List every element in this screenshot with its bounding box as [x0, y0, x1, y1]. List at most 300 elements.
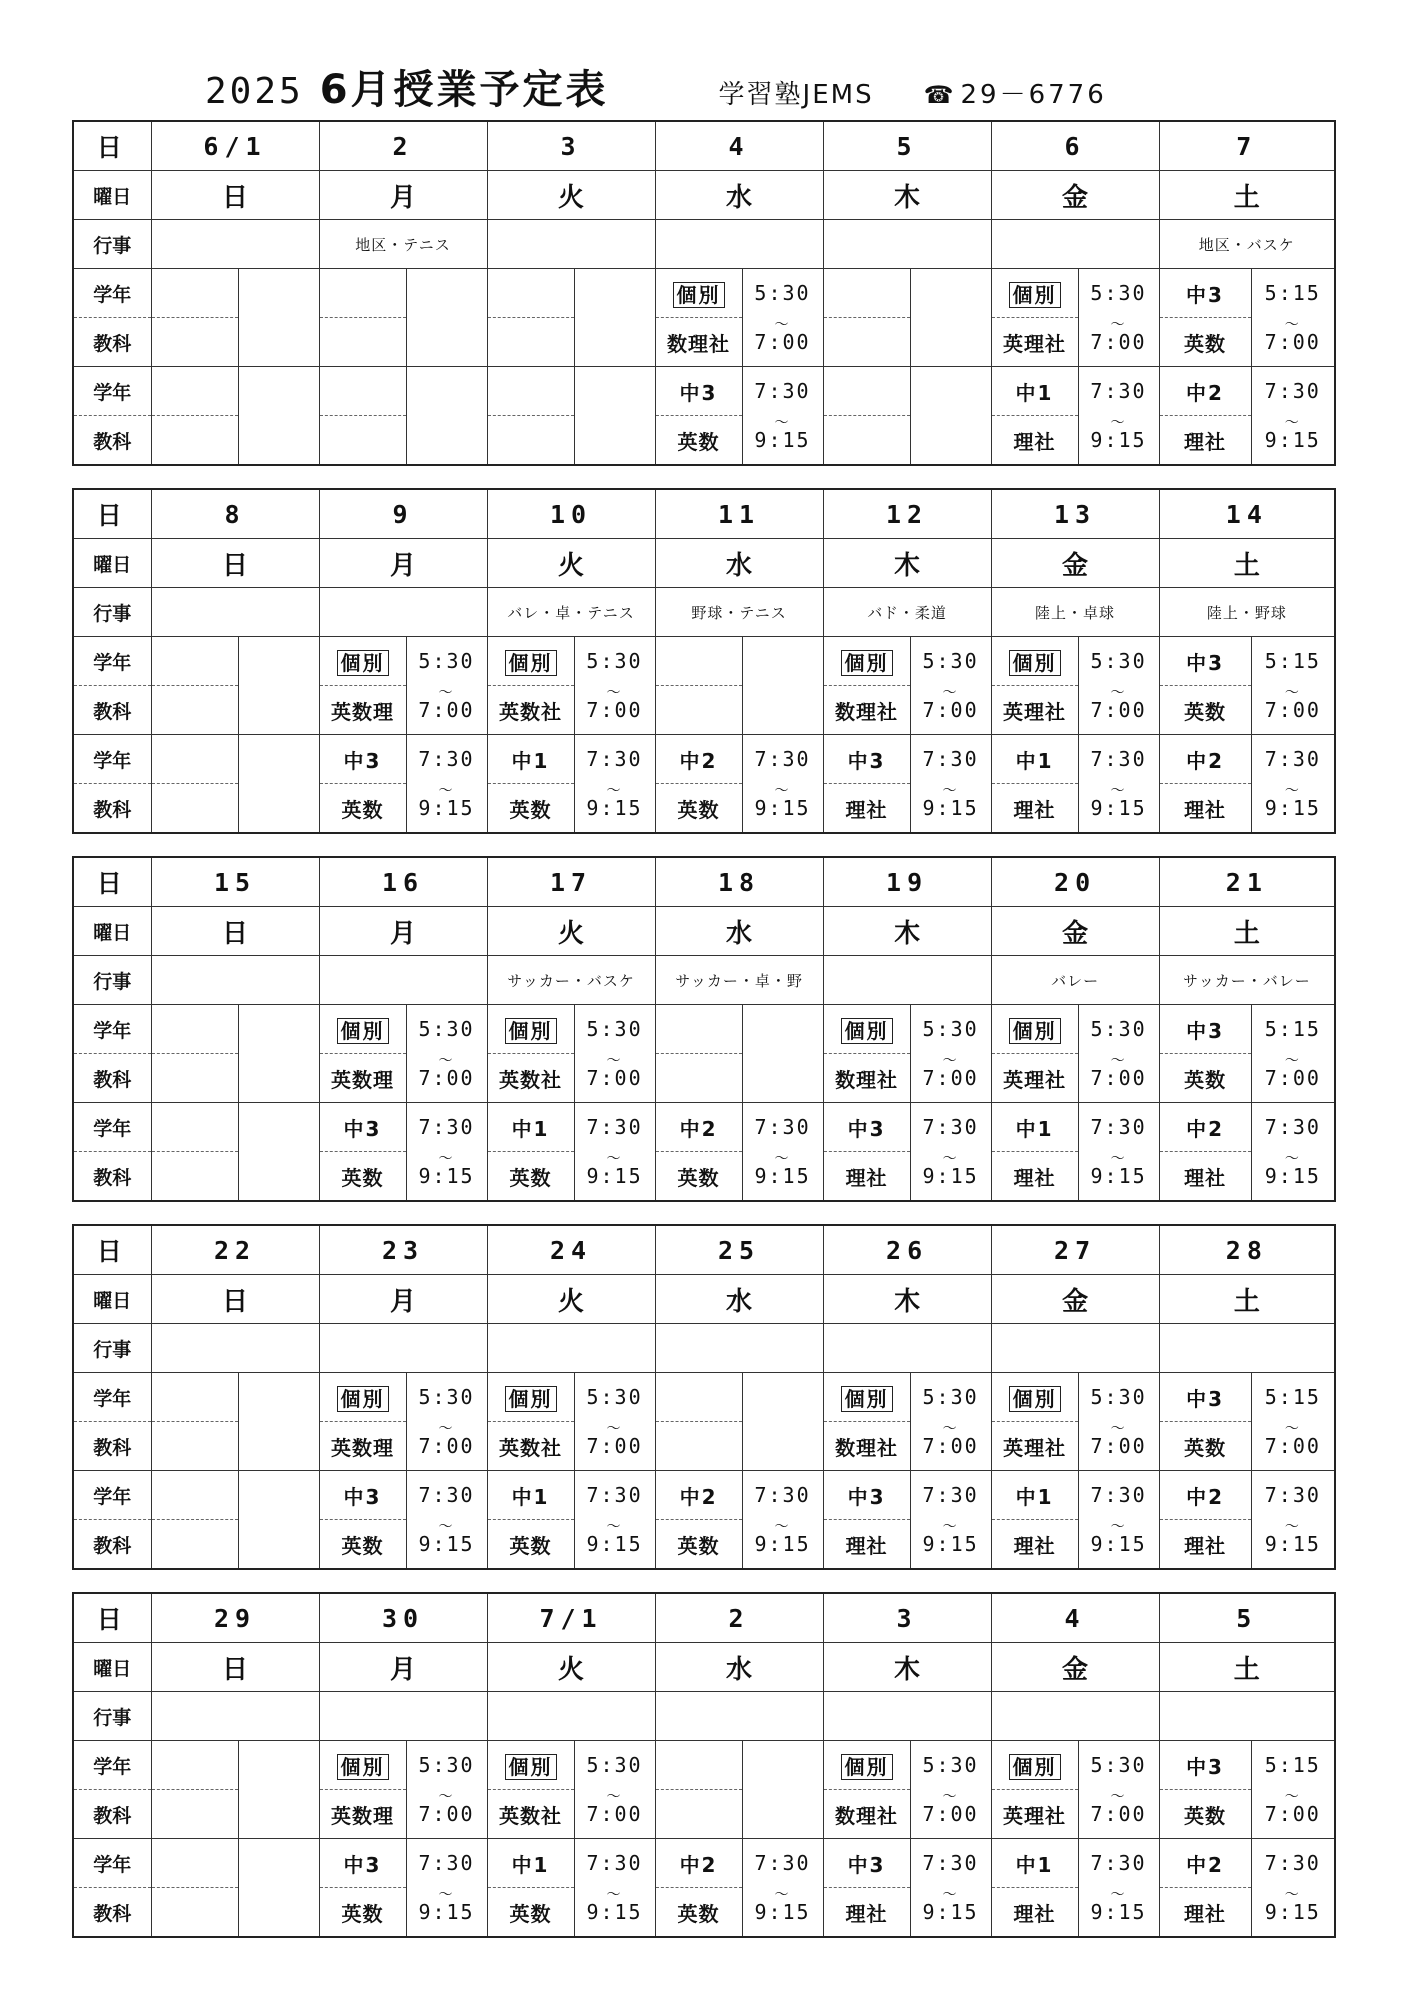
tilde-mark: ～ — [774, 317, 791, 334]
time-end: 9:15 — [742, 784, 823, 834]
time-end — [742, 1790, 823, 1839]
subject-cell: 英数 — [487, 1888, 574, 1938]
grade-cell — [151, 367, 238, 416]
time-end: 9:15 — [742, 416, 823, 466]
time-end: 7:00 — [1251, 686, 1335, 735]
time-end: 7:00 — [406, 1054, 487, 1103]
time-end: 7:00 — [1251, 1422, 1335, 1471]
time-start — [238, 637, 319, 686]
subject-label: 教科 — [73, 416, 151, 466]
tilde-mark: ～ — [606, 1151, 623, 1168]
subject-cell — [823, 416, 910, 466]
grade-cell — [151, 1373, 238, 1422]
tilde-mark: ～ — [1284, 1053, 1301, 1070]
grade-cell — [151, 1005, 238, 1054]
grade-cell — [487, 269, 574, 318]
subject-cell — [151, 1888, 238, 1938]
time-end: 9:15 — [1251, 1888, 1335, 1938]
grade-value: 中2 — [679, 1116, 718, 1141]
event-cell: バド・柔道 — [823, 588, 991, 637]
time-start — [238, 1373, 319, 1422]
time-start — [1078, 269, 1159, 334]
time-start — [574, 1471, 655, 1536]
weekday-cell: 土 — [1159, 1643, 1335, 1692]
tilde-mark: ～ — [1284, 783, 1301, 800]
weekday-cell: 金 — [991, 1643, 1159, 1692]
time-start — [910, 637, 991, 702]
time-start-value: 5:30 — [586, 1753, 643, 1778]
grade-value: 中3 — [847, 1484, 886, 1509]
date-cell: 4 — [655, 121, 823, 171]
weekday-row — [73, 907, 1335, 956]
tilde-mark: ～ — [438, 1421, 455, 1438]
grade-value: 個別 — [505, 1018, 557, 1044]
tilde-mark: ～ — [438, 1053, 455, 1070]
time-start-value: 7:30 — [586, 747, 643, 772]
subject-cell: 英数理 — [319, 1790, 406, 1839]
slot2-grade-row — [73, 1471, 1335, 1520]
time-start-value: 5:15 — [1264, 281, 1321, 306]
date-cell: 12 — [823, 489, 991, 539]
tilde-mark: ～ — [1110, 685, 1127, 702]
subject-cell — [151, 416, 238, 466]
time-start — [910, 1005, 991, 1070]
time-start-value: 5:30 — [586, 1385, 643, 1410]
subject-cell: 理社 — [1159, 1888, 1251, 1938]
grade-value: 中3 — [343, 1852, 382, 1877]
time-end — [742, 686, 823, 735]
grade-value: 中3 — [1186, 1018, 1225, 1043]
time-start — [238, 735, 319, 784]
time-end — [406, 318, 487, 367]
time-start-value: 7:30 — [754, 1115, 811, 1140]
subject-cell — [151, 318, 238, 367]
title-text: 6月授業予定表 — [319, 67, 609, 113]
time-start-value: 7:30 — [1090, 379, 1147, 404]
time-start — [1251, 367, 1335, 432]
grade-cell — [487, 367, 574, 416]
time-end: 9:15 — [910, 1152, 991, 1202]
date-cell: 20 — [991, 857, 1159, 907]
date-cell: 9 — [319, 489, 487, 539]
time-start-value: 7:30 — [586, 1851, 643, 1876]
time-start-value: 5:30 — [418, 649, 475, 674]
grade-label: 学年 — [73, 1839, 151, 1888]
date-cell: 19 — [823, 857, 991, 907]
time-end: 7:00 — [1078, 318, 1159, 367]
time-start-value: 7:30 — [1264, 1851, 1321, 1876]
grade-cell — [319, 269, 406, 318]
grade-cell — [151, 1471, 238, 1520]
time-end: 7:00 — [1078, 1422, 1159, 1471]
tilde-mark: ～ — [438, 1789, 455, 1806]
time-start — [742, 269, 823, 334]
subject-cell: 英理社 — [991, 318, 1078, 367]
time-start-value: 7:30 — [754, 379, 811, 404]
time-start-value: 7:30 — [754, 1483, 811, 1508]
tilde-mark: ～ — [438, 1887, 455, 1904]
subject-cell: 理社 — [823, 1520, 910, 1570]
date-cell: 25 — [655, 1225, 823, 1275]
grade-cell — [319, 1373, 406, 1422]
subject-cell: 英数 — [655, 1152, 742, 1202]
time-start-value: 5:30 — [1090, 1017, 1147, 1042]
time-end: 9:15 — [406, 1520, 487, 1570]
time-end: 9:15 — [574, 1152, 655, 1202]
date-cell: 8 — [151, 489, 319, 539]
time-start — [574, 637, 655, 702]
grade-cell — [991, 1741, 1078, 1790]
grade-cell — [991, 367, 1078, 416]
grade-cell — [655, 1103, 742, 1152]
time-end: 9:15 — [910, 784, 991, 834]
time-end: 7:00 — [406, 686, 487, 735]
subject-cell — [487, 318, 574, 367]
tilde-mark: ～ — [774, 1519, 791, 1536]
date-cell: 24 — [487, 1225, 655, 1275]
weekday-cell: 月 — [319, 171, 487, 220]
time-end: 7:00 — [1251, 318, 1335, 367]
grade-cell — [655, 269, 742, 318]
grade-cell — [487, 1005, 574, 1054]
time-start-value: 5:30 — [922, 1017, 979, 1042]
event-cell: 陸上・卓球 — [991, 588, 1159, 637]
time-end: 9:15 — [574, 784, 655, 834]
time-start — [574, 1103, 655, 1168]
page-title — [205, 58, 609, 115]
grade-value: 中2 — [679, 748, 718, 773]
event-cell: バレ・卓・テニス — [487, 588, 655, 637]
weekday-cell: 日 — [151, 1643, 319, 1692]
subject-cell: 英数 — [655, 416, 742, 466]
slot1-grade-row — [73, 269, 1335, 318]
event-row — [73, 588, 1335, 637]
subject-cell: 英数 — [319, 1152, 406, 1202]
date-cell: 27 — [991, 1225, 1159, 1275]
event-row — [73, 1692, 1335, 1741]
time-end: 7:00 — [574, 1422, 655, 1471]
grade-cell — [1159, 735, 1251, 784]
grade-cell — [991, 735, 1078, 784]
tilde-mark: ～ — [1284, 1519, 1301, 1536]
time-end: 9:15 — [406, 784, 487, 834]
subject-cell: 理社 — [991, 1888, 1078, 1938]
grade-value: 中3 — [1186, 1386, 1225, 1411]
grade-cell — [319, 1005, 406, 1054]
tilde-mark: ～ — [942, 783, 959, 800]
event-cell — [823, 220, 991, 269]
slot2-grade-row — [73, 1839, 1335, 1888]
time-start-value: 5:30 — [418, 1753, 475, 1778]
grade-cell — [991, 1839, 1078, 1888]
event-cell — [151, 1324, 319, 1373]
time-end: 9:15 — [574, 1888, 655, 1938]
grade-cell — [487, 735, 574, 784]
time-start-value: 7:30 — [922, 1483, 979, 1508]
event-row — [73, 220, 1335, 269]
grade-cell — [1159, 1741, 1251, 1790]
grade-value: 個別 — [673, 282, 725, 308]
subject-cell: 数理社 — [823, 1054, 910, 1103]
time-start-value: 5:30 — [1090, 1385, 1147, 1410]
subject-cell: 英数 — [319, 1520, 406, 1570]
subject-cell: 英数 — [655, 1520, 742, 1570]
grade-cell — [823, 367, 910, 416]
subject-cell: 英数 — [1159, 1790, 1251, 1839]
time-start-value: 7:30 — [418, 1483, 475, 1508]
grade-cell — [823, 1741, 910, 1790]
subject-cell — [655, 1054, 742, 1103]
event-cell — [151, 220, 319, 269]
week-table — [72, 120, 1336, 466]
tilde-mark: ～ — [1284, 1151, 1301, 1168]
event-row — [73, 1324, 1335, 1373]
weekday-label: 曜日 — [73, 171, 151, 220]
time-start — [1078, 1103, 1159, 1168]
time-end: 9:15 — [1251, 1520, 1335, 1570]
grade-value: 個別 — [505, 1386, 557, 1412]
time-end: 9:15 — [1251, 784, 1335, 834]
time-end: 9:15 — [574, 1520, 655, 1570]
time-start — [406, 1839, 487, 1904]
subject-cell: 数理社 — [823, 1422, 910, 1471]
date-cell: 3 — [823, 1593, 991, 1643]
grade-label: 学年 — [73, 637, 151, 686]
grade-label: 学年 — [73, 1471, 151, 1520]
grade-value: 個別 — [337, 1386, 389, 1412]
weekday-cell: 土 — [1159, 907, 1335, 956]
subject-cell — [151, 686, 238, 735]
subject-cell: 理社 — [823, 1152, 910, 1202]
tilde-mark: ～ — [774, 783, 791, 800]
subject-cell: 理社 — [991, 1152, 1078, 1202]
grade-cell — [823, 1373, 910, 1422]
time-start-value: 7:30 — [754, 1851, 811, 1876]
tilde-mark: ～ — [606, 685, 623, 702]
date-cell: 7 — [1159, 121, 1335, 171]
subject-label: 教科 — [73, 1422, 151, 1471]
slot1-grade-row — [73, 1373, 1335, 1422]
subject-cell: 英理社 — [991, 1422, 1078, 1471]
time-start-value: 5:30 — [418, 1017, 475, 1042]
time-start-value: 7:30 — [1264, 747, 1321, 772]
date-cell: 23 — [319, 1225, 487, 1275]
grade-value: 個別 — [1009, 650, 1061, 676]
date-label: 日 — [73, 1225, 151, 1275]
tilde-mark: ～ — [1284, 1421, 1301, 1438]
subject-cell: 理社 — [1159, 1152, 1251, 1202]
subject-label: 教科 — [73, 1888, 151, 1938]
event-cell — [319, 1324, 487, 1373]
tilde-mark: ～ — [1284, 685, 1301, 702]
subject-cell: 英数社 — [487, 1790, 574, 1839]
time-start-value: 5:30 — [1090, 1753, 1147, 1778]
grade-cell — [991, 637, 1078, 686]
time-start — [406, 735, 487, 800]
tilde-mark: ～ — [606, 1789, 623, 1806]
time-start-value: 5:30 — [586, 1017, 643, 1042]
event-cell — [823, 1324, 991, 1373]
time-start — [574, 1373, 655, 1438]
tilde-mark: ～ — [1110, 1519, 1127, 1536]
time-end: 7:00 — [574, 1054, 655, 1103]
subject-label: 教科 — [73, 1152, 151, 1202]
date-cell: 15 — [151, 857, 319, 907]
time-end — [910, 416, 991, 466]
grade-cell — [991, 269, 1078, 318]
grade-value: 個別 — [1009, 1018, 1061, 1044]
grade-cell — [655, 1471, 742, 1520]
subject-cell: 理社 — [1159, 1520, 1251, 1570]
event-cell — [991, 220, 1159, 269]
event-cell — [655, 220, 823, 269]
time-end: 9:15 — [1078, 1152, 1159, 1202]
grade-value: 中2 — [1186, 1484, 1225, 1509]
time-end: 7:00 — [574, 686, 655, 735]
grade-value: 個別 — [505, 650, 557, 676]
time-end — [574, 318, 655, 367]
weekday-cell: 木 — [823, 907, 991, 956]
weekday-cell: 火 — [487, 907, 655, 956]
grade-value: 中1 — [1015, 1484, 1054, 1509]
time-end — [238, 1422, 319, 1471]
date-cell: 6/1 — [151, 121, 319, 171]
tilde-mark: ～ — [606, 783, 623, 800]
grade-cell — [151, 735, 238, 784]
grade-cell — [319, 1471, 406, 1520]
time-start-value: 5:30 — [922, 649, 979, 674]
tilde-mark: ～ — [942, 1789, 959, 1806]
tilde-mark: ～ — [606, 1887, 623, 1904]
grade-value: 中3 — [1186, 282, 1224, 307]
date-cell: 29 — [151, 1593, 319, 1643]
time-start — [910, 269, 991, 318]
time-start — [1078, 1005, 1159, 1070]
weekday-label: 曜日 — [73, 539, 151, 588]
time-end: 7:00 — [910, 686, 991, 735]
grade-value: 個別 — [841, 1018, 893, 1044]
weekday-cell: 火 — [487, 539, 655, 588]
grade-label: 学年 — [73, 1373, 151, 1422]
subject-label: 教科 — [73, 1054, 151, 1103]
time-end: 9:15 — [742, 1888, 823, 1938]
grade-value: 個別 — [337, 650, 389, 676]
grade-value: 個別 — [337, 1018, 389, 1044]
subject-cell: 理社 — [1159, 784, 1251, 834]
subject-cell: 英数社 — [487, 1054, 574, 1103]
grade-value: 個別 — [841, 1386, 893, 1412]
weekday-cell: 水 — [655, 171, 823, 220]
grade-cell — [823, 1471, 910, 1520]
weekday-cell: 木 — [823, 1275, 991, 1324]
time-start — [1251, 735, 1335, 800]
grade-cell — [823, 269, 910, 318]
time-end: 9:15 — [742, 1152, 823, 1202]
time-end — [910, 318, 991, 367]
event-cell: バレー — [991, 956, 1159, 1005]
event-label: 行事 — [73, 220, 151, 269]
time-start-value: 5:15 — [1264, 649, 1321, 674]
weekday-cell: 金 — [991, 171, 1159, 220]
subject-cell: 理社 — [823, 784, 910, 834]
subject-cell — [151, 1520, 238, 1570]
event-cell — [823, 1692, 991, 1741]
event-cell — [319, 588, 487, 637]
subject-cell: 数理社 — [823, 686, 910, 735]
tilde-mark: ～ — [942, 685, 959, 702]
time-end: 7:00 — [1078, 686, 1159, 735]
weekday-cell: 火 — [487, 1275, 655, 1324]
tilde-mark: ～ — [942, 1421, 959, 1438]
grade-cell — [823, 1839, 910, 1888]
time-start — [910, 1839, 991, 1904]
grade-value: 中1 — [1015, 1852, 1054, 1877]
event-cell — [319, 956, 487, 1005]
time-start — [406, 269, 487, 318]
weekday-cell: 水 — [655, 539, 823, 588]
event-label: 行事 — [73, 588, 151, 637]
grade-cell — [991, 1103, 1078, 1152]
week-table — [72, 1592, 1336, 1938]
subject-cell: 英数理 — [319, 686, 406, 735]
date-row — [73, 1593, 1335, 1643]
tilde-mark: ～ — [1110, 415, 1127, 432]
grade-cell — [151, 269, 238, 318]
time-start — [742, 1741, 823, 1790]
grade-cell — [823, 1103, 910, 1152]
weekday-cell: 月 — [319, 539, 487, 588]
time-end: 7:00 — [1251, 1790, 1335, 1839]
time-start-value: 5:15 — [1264, 1753, 1321, 1778]
time-start-value: 7:30 — [586, 1115, 643, 1140]
tilde-mark: ～ — [774, 1151, 791, 1168]
event-cell — [151, 588, 319, 637]
time-start — [238, 1839, 319, 1888]
grade-label: 学年 — [73, 1005, 151, 1054]
tilde-mark: ～ — [1110, 317, 1127, 334]
subject-label: 教科 — [73, 318, 151, 367]
subject-label: 教科 — [73, 686, 151, 735]
grade-value: 個別 — [1009, 1754, 1061, 1780]
subject-cell: 数理社 — [823, 1790, 910, 1839]
time-start — [406, 1471, 487, 1536]
grade-value: 中1 — [1015, 748, 1054, 773]
date-cell: 5 — [823, 121, 991, 171]
time-end: 9:15 — [742, 1520, 823, 1570]
grade-cell — [487, 1373, 574, 1422]
date-cell: 28 — [1159, 1225, 1335, 1275]
time-start — [1078, 735, 1159, 800]
subject-cell — [151, 1790, 238, 1839]
time-end — [406, 416, 487, 466]
time-start-value: 7:30 — [586, 1483, 643, 1508]
subject-cell: 英数 — [319, 1888, 406, 1938]
grade-cell — [991, 1471, 1078, 1520]
time-start-value: 5:30 — [1090, 281, 1147, 306]
subject-cell: 英数理 — [319, 1054, 406, 1103]
time-start — [238, 1005, 319, 1054]
time-start — [574, 1839, 655, 1904]
event-cell — [487, 220, 655, 269]
time-end — [238, 1054, 319, 1103]
time-start — [406, 637, 487, 702]
subject-cell: 英数 — [487, 1520, 574, 1570]
weekday-cell: 水 — [655, 1275, 823, 1324]
event-cell — [151, 956, 319, 1005]
subject-cell: 英数理 — [319, 1422, 406, 1471]
weekday-cell: 月 — [319, 907, 487, 956]
time-start-value: 5:30 — [754, 281, 811, 306]
